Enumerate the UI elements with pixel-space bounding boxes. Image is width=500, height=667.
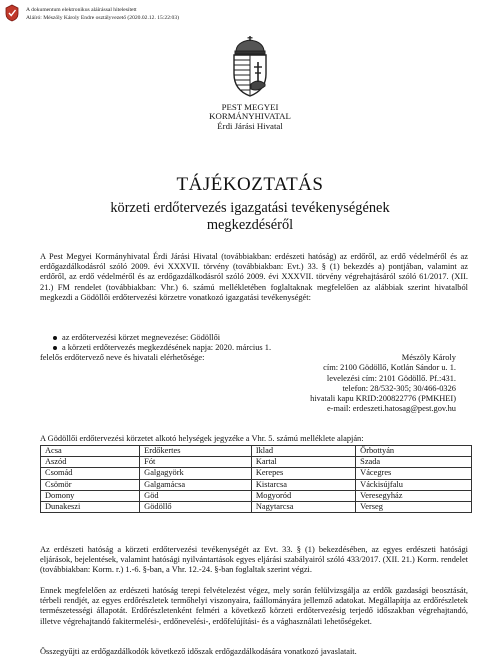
settlement-cell: Őrbottyán [356, 446, 472, 457]
settlement-cell: Galgamácsa [140, 479, 252, 490]
contact-phone: telefon: 28/532-305; 30/466-0326 [342, 383, 456, 393]
signature-line-1: A dokumentum elektronikus aláírással hitelesített [26, 7, 137, 13]
settlement-cell: Kartal [251, 457, 355, 468]
office-name-line-1: PEST MEGYEI [221, 102, 279, 112]
bullet-text: a körzeti erdőtervezés megkezdésének napja: 2020. március 1. [62, 343, 272, 352]
contact-block [200, 353, 456, 415]
contact-address: cím: 2100 Gödöllő, Kotlán Sándor u. 1. [323, 363, 456, 373]
settlement-cell: Szada [356, 457, 472, 468]
table-row [41, 502, 472, 513]
settlement-cell: Verseg [356, 502, 472, 513]
settlement-cell: Aszód [41, 457, 140, 468]
hungarian-coat-of-arms-icon [224, 36, 276, 100]
intro-paragraph: A Pest Megyei Kormányhivatal Érdi Járási Hivatal (továbbiakban: erdészeti hatóság) az erdőről, az erdő védelméről és az erdőgazdálkodásról szóló 2009. évi XXXVII. törvény (továbbiakban: Evt.) 33. § (1) bekezdés a) pontjában, valamint az erdőről, az erdő védelméről és az erdőgazdálkodásról szóló 2009. évi XXXVII. törvény végrehajtásáról szóló 61/2017. (XII. 21.) FM rendelet (továbbiakban: Vhr.) 6. számú mellékletében foglaltaknak megfelelően az alábbiak szerint hivatalból megkezdi a Gödöllői erdőtervezési körzetre vonatkozó igazgatási tevékenységét: [40, 252, 468, 302]
bullet-icon [53, 336, 57, 340]
subtitle-line-2: megkezdéséről [206, 217, 294, 233]
bullet-icon [53, 346, 57, 350]
procedure-paragraph: Az erdészeti hatóság a körzeti erdőtervezési tevékenységét az Evt. 33. § (1) bekezdésében, az egyes erdészeti hatósági eljárások, bejelentések, valamint hatósági nyilvántartások egyes eljárási szabályairól szóló 433/2017. (XII. 21.) Korm. rendelet (továbbiakban: Korm. r.) 1.-6. §-ban, a Vhr. 12.-24. §-ban foglaltak szerint végzi. [40, 545, 468, 575]
table-row [41, 479, 472, 490]
bullet-district-name [62, 333, 220, 343]
table-row [41, 490, 472, 501]
contact-krid: hivatali kapu KRID:200822776 (PMKHEI) [310, 394, 456, 404]
bullet-start-date [62, 343, 271, 353]
settlement-cell: Csomád [41, 468, 140, 479]
settlement-cell: Iklad [251, 446, 355, 457]
contact-postal-address: levelezési cím: 2101 Gödöllő. Pf.:431. [326, 373, 456, 383]
settlement-cell: Domony [41, 490, 140, 501]
signature-line-2: Aláíró: Mészöly Károly Endre osztályvezető (2020.02.12. 15:22:03) [26, 15, 180, 21]
settlement-cell: Gödöllő [140, 502, 252, 513]
contact-name: Mészöly Károly [401, 353, 456, 362]
settlement-cell: Galgagyörk [140, 468, 252, 479]
responsible-planner-label: felelős erdőtervező neve és hivatali elérhetősége: [40, 353, 205, 362]
office-name-line-2: KORMÁNYHIVATAL [209, 111, 291, 121]
settlement-cell: Mogyoród [251, 490, 355, 501]
settlement-cell: Erdőkertes [140, 446, 252, 457]
signature-seal-icon [5, 4, 19, 22]
table-row [41, 468, 472, 479]
settlement-cell: Acsa [41, 446, 140, 457]
settlement-cell: Veresegyház [356, 490, 472, 501]
document-subtitle [0, 200, 500, 234]
settlements-intro: A Gödöllői erdőtervezési körzetet alkotó helységek jegyzéke a Vhr. 5. számú melléklete alapján: [40, 434, 364, 443]
bullet-text: az erdőtervezési körzet megnevezése: Gödöllői [62, 333, 221, 342]
table-row [41, 446, 472, 457]
subtitle-line-1: körzeti erdőtervezés igazgatási tevékenységének [110, 200, 390, 216]
settlement-cell: Kerepes [251, 468, 355, 479]
contact-email: e-mail: erdeszeti.hatosag@pest.gov.hu [326, 404, 456, 414]
settlement-cell: Váckisújfalu [356, 479, 472, 490]
table-row [41, 457, 472, 468]
proposals-paragraph: Összegyűjti az erdőgazdálkodók következő időszak erdőgazdálkodására vonatkozó javaslatait. [40, 647, 357, 656]
settlement-cell: Fót [140, 457, 252, 468]
settlement-cell: Vácegres [356, 468, 472, 479]
settlement-cell: Kistarcsa [251, 479, 355, 490]
settlement-cell: Nagytarcsa [251, 502, 355, 513]
settlement-cell: Dunakeszi [41, 502, 140, 513]
settlement-cell: Csömör [41, 479, 140, 490]
settlements-table [40, 445, 472, 513]
fieldwork-paragraph: Ennek megfelelően az erdészeti hatóság terepi felvételezést végez, mely során felülvizsgálja az erdők gazdasági beosztását, térbeli rendjét, az egyes erdőrészletek termőhelyi viszonyaira, faállományára jellemző adatokat. Megállapítja az erdőrészletek természetességi állapotát. Erdőrészletenként felméri a következő körzeti erdőtervezésig terjedő időszakban végrehajtandó, illetve végrehajtandó fakitermelési-, erdőnevelési-, erdőfelújítási- és a vághasználati lehetőségeket. [40, 586, 468, 626]
settlement-cell: Göd [140, 490, 252, 501]
office-name-line-3: Érdi Járási Hivatal [217, 121, 283, 131]
document-title: TÁJÉKOZTATÁS [176, 174, 324, 195]
